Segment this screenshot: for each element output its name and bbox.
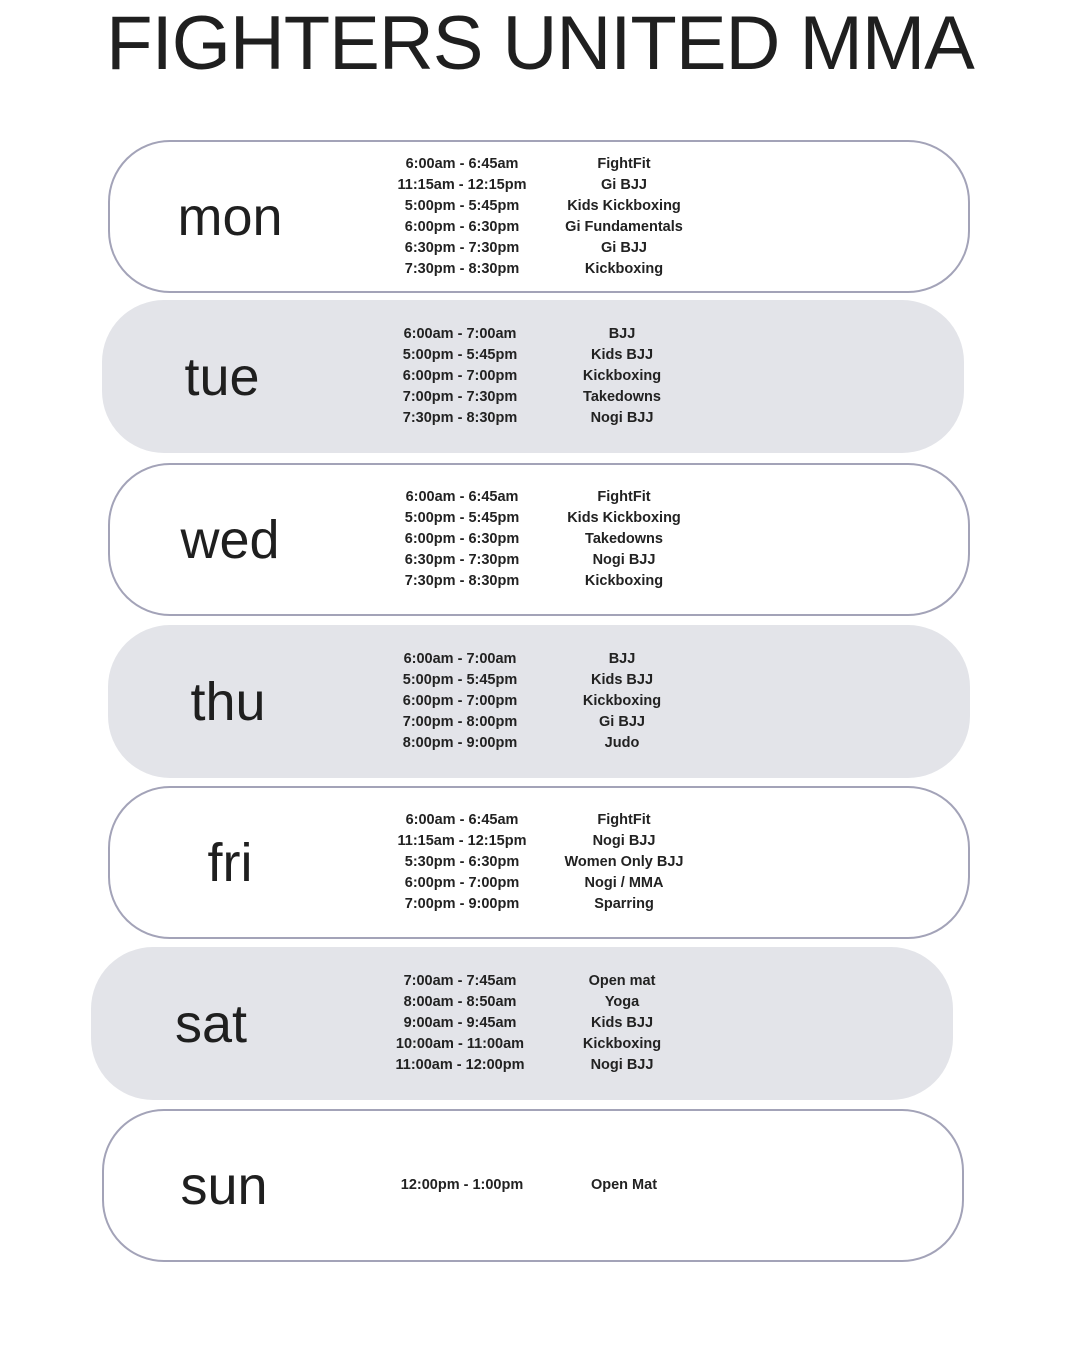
class-name: Kickboxing <box>584 260 664 277</box>
day-label: thu <box>190 671 266 732</box>
class-time: 11:15am - 12:15pm <box>397 833 527 849</box>
class-time: 7:00am - 7:45am <box>403 973 517 989</box>
class-time: 11:15am - 12:15pm <box>397 176 527 193</box>
class-time: 6:00pm - 6:30pm <box>404 531 520 547</box>
class-name: Kids BJJ <box>590 347 654 363</box>
day-card-sun <box>102 1109 964 1262</box>
day-label: sun <box>180 1155 268 1216</box>
classes-column <box>512 625 732 778</box>
day-card-tue <box>102 300 964 453</box>
class-name: Kids Kickboxing <box>567 510 681 526</box>
class-time: 7:30pm - 8:30pm <box>404 573 520 589</box>
class-time: 7:00pm - 7:30pm <box>402 389 518 405</box>
class-name: Nogi BJJ <box>592 552 656 568</box>
day-label: mon <box>177 186 283 247</box>
class-time: 11:00am - 12:00pm <box>395 1057 525 1073</box>
class-name: Takedowns <box>583 389 661 405</box>
class-time: 5:30pm - 6:30pm <box>404 854 520 870</box>
class-time: 6:30pm - 7:30pm <box>404 239 520 256</box>
day-label: tue <box>184 346 260 407</box>
class-time: 7:00pm - 8:00pm <box>402 714 518 730</box>
class-time: 6:00am - 6:45am <box>405 812 519 828</box>
class-name: Gi BJJ <box>599 714 645 730</box>
class-name: Nogi BJJ <box>590 1057 654 1073</box>
class-time: 6:00pm - 7:00pm <box>404 875 520 891</box>
class-time: 5:00pm - 5:45pm <box>402 672 518 688</box>
class-time: 6:00pm - 7:00pm <box>402 368 518 384</box>
classes-column <box>512 300 732 453</box>
class-name: Kickboxing <box>582 693 662 709</box>
class-time: 5:00pm - 5:45pm <box>402 347 518 363</box>
class-time: 6:00am - 7:00am <box>403 651 517 667</box>
class-name: BJJ <box>608 326 636 342</box>
class-name: Kickboxing <box>582 368 662 384</box>
class-name: Nogi BJJ <box>592 833 656 849</box>
class-name: FightFit <box>597 155 651 172</box>
class-name: Kickboxing <box>584 573 664 589</box>
class-name: Sparring <box>594 896 654 912</box>
classes-column <box>512 947 732 1100</box>
class-name: FightFit <box>597 489 651 505</box>
class-time: 8:00am - 8:50am <box>403 994 517 1010</box>
class-time: 12:00pm - 1:00pm <box>400 1177 524 1193</box>
class-name: Gi BJJ <box>601 239 647 256</box>
class-name: Nogi BJJ <box>590 410 654 426</box>
class-name: Gi BJJ <box>601 176 647 193</box>
class-name: Women Only BJJ <box>564 854 684 870</box>
classes-column <box>514 1111 734 1260</box>
class-name: Kids BJJ <box>590 672 654 688</box>
class-time: 7:00pm - 9:00pm <box>404 896 520 912</box>
classes-column <box>514 788 734 937</box>
class-time: 10:00am - 11:00am <box>395 1036 525 1052</box>
classes-column <box>514 142 734 291</box>
day-card-sat <box>91 947 953 1100</box>
page-title: FIGHTERS UNITED MMA <box>106 1 974 86</box>
class-name: FightFit <box>597 812 651 828</box>
class-name: Kids Kickboxing <box>567 197 681 214</box>
day-label: sat <box>174 993 248 1054</box>
class-time: 6:30pm - 7:30pm <box>404 552 520 568</box>
class-name: Judo <box>604 735 640 751</box>
class-time: 6:00pm - 7:00pm <box>402 693 518 709</box>
class-time: 7:30pm - 8:30pm <box>402 410 518 426</box>
class-time: 8:00pm - 9:00pm <box>402 735 518 751</box>
class-time: 6:00pm - 6:30pm <box>404 218 520 235</box>
class-time: 6:00am - 6:45am <box>405 155 519 172</box>
class-time: 6:00am - 6:45am <box>405 489 519 505</box>
day-card-mon <box>108 140 970 293</box>
class-name: Open mat <box>588 973 656 989</box>
day-card-thu <box>108 625 970 778</box>
class-name: Takedowns <box>585 531 663 547</box>
class-time: 6:00am - 7:00am <box>403 326 517 342</box>
day-label: fri <box>207 832 253 893</box>
class-name: Kickboxing <box>582 1036 662 1052</box>
day-label: wed <box>180 509 280 570</box>
classes-column <box>514 465 734 614</box>
class-time: 5:00pm - 5:45pm <box>404 510 520 526</box>
class-time: 7:30pm - 8:30pm <box>404 260 520 277</box>
class-name: Kids BJJ <box>590 1015 654 1031</box>
class-name: Open Mat <box>590 1177 658 1193</box>
class-time: 5:00pm - 5:45pm <box>404 197 520 214</box>
class-name: Gi Fundamentals <box>565 218 683 235</box>
day-card-fri <box>108 786 970 939</box>
class-name: Yoga <box>604 994 640 1010</box>
class-name: BJJ <box>608 651 636 667</box>
class-name: Nogi / MMA <box>584 875 664 891</box>
day-card-wed <box>108 463 970 616</box>
class-time: 9:00am - 9:45am <box>403 1015 517 1031</box>
